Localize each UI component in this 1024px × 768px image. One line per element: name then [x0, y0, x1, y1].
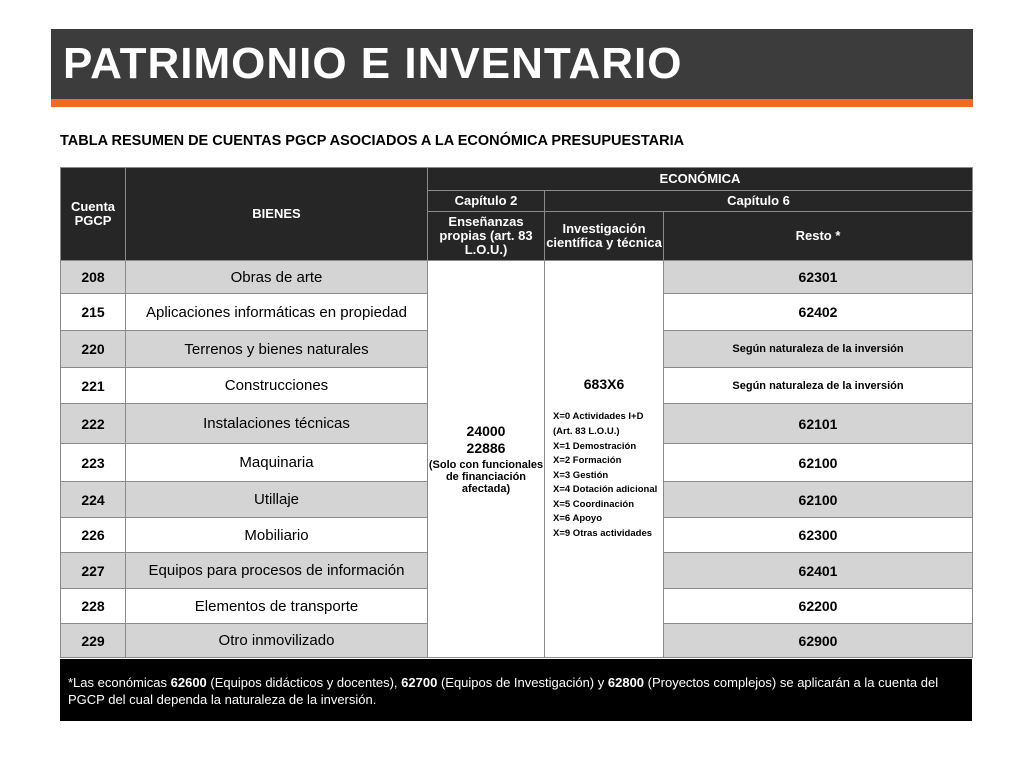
- header-capitulo-6: Capítulo 6: [545, 191, 973, 212]
- investigacion-cell: [545, 261, 664, 658]
- header-resto: Resto *: [664, 212, 973, 261]
- footnote-code: 62600: [170, 675, 207, 690]
- bien-name: Equipos para procesos de información: [126, 553, 428, 589]
- footnote-code: 62800: [607, 675, 645, 690]
- cuenta-code: 223: [61, 444, 126, 482]
- cuenta-code: 227: [61, 553, 126, 589]
- header-cuenta: Cuenta PGCP: [61, 168, 126, 261]
- resto-value: 62402: [664, 294, 973, 331]
- resto-value: 62300: [664, 518, 973, 553]
- bien-name: Terrenos y bienes naturales: [126, 331, 428, 368]
- bien-name: Otro inmovilizado: [126, 624, 428, 658]
- bien-name: Obras de arte: [126, 261, 428, 294]
- header-capitulo-2: Capítulo 2: [428, 191, 545, 212]
- cuenta-code: 208: [61, 261, 126, 294]
- list-item: X=0 Actividades I+D (Art. 83 L.O.U.): [553, 411, 644, 437]
- resto-value: 62301: [664, 261, 973, 294]
- header-economica: ECONÓMICA: [428, 168, 973, 191]
- investigacion-code: 683X6: [583, 376, 625, 393]
- cuenta-code: 215: [61, 294, 126, 331]
- list-item: X=2 Formación: [553, 455, 622, 467]
- investigacion-list: [553, 410, 663, 541]
- resto-value: 62200: [664, 589, 973, 624]
- cuenta-code: 228: [61, 589, 126, 624]
- resto-value: 62100: [664, 444, 973, 482]
- title-bar: [51, 29, 973, 107]
- resto-value: Según naturaleza de la inversión: [664, 331, 973, 368]
- cuenta-code: 220: [61, 331, 126, 368]
- table-footnote: [60, 659, 972, 721]
- header-bienes: BIENES: [126, 168, 428, 261]
- cuenta-code: 224: [61, 482, 126, 518]
- resto-value: 62100: [664, 482, 973, 518]
- bien-name: Aplicaciones informáticas en propiedad: [126, 294, 428, 331]
- resto-value: Según naturaleza de la inversión: [664, 368, 973, 404]
- footnote-text: *Las económicas: [68, 675, 171, 690]
- capitulo-2-cell: [428, 261, 545, 658]
- capitulo-2-code-1: 24000: [466, 423, 506, 439]
- cuenta-code: 222: [61, 404, 126, 444]
- table-row: [61, 261, 973, 294]
- list-item: X=6 Apoyo: [553, 513, 603, 525]
- header-investigacion: Investigación científica y técnica: [545, 212, 664, 261]
- header-ensenanzas: Enseñanzas propias (art. 83 L.O.U.): [428, 212, 545, 261]
- capitulo-2-code-2: 22886: [466, 440, 506, 456]
- summary-table: [60, 167, 973, 658]
- list-item: X=5 Coordinación: [553, 498, 635, 510]
- bien-name: Mobiliario: [126, 518, 428, 553]
- list-item: X=3 Gestión: [553, 469, 609, 481]
- bien-name: Maquinaria: [126, 444, 428, 482]
- resto-value: 62101: [664, 404, 973, 444]
- footnote-text: (Equipos de Investigación) y: [437, 675, 608, 690]
- slide-title: PATRIMONIO E INVENTARIO: [63, 39, 683, 88]
- cuenta-code: 221: [61, 368, 126, 404]
- resto-value: 62401: [664, 553, 973, 589]
- bien-name: Utillaje: [126, 482, 428, 518]
- bien-name: Construcciones: [126, 368, 428, 404]
- list-item: X=1 Demostración: [553, 440, 637, 452]
- table-subtitle: TABLA RESUMEN DE CUENTAS PGCP ASOCIADOS A LA ECONÓMICA PRESUPUESTARIA: [60, 133, 685, 149]
- bien-name: Elementos de transporte: [126, 589, 428, 624]
- list-item: X=4 Dotación adicional: [553, 484, 658, 496]
- cuenta-code: 226: [61, 518, 126, 553]
- capitulo-2-note: (Solo con funcionales de financiación afectada): [428, 459, 544, 495]
- list-item: X=9 Otras actividades: [553, 528, 653, 540]
- resto-value: 62900: [664, 624, 973, 658]
- footnote-code: 62700: [401, 675, 438, 690]
- cuenta-code: 229: [61, 624, 126, 658]
- footnote-text: (Proyectos complejos) se aplicarán a la cuenta del PGCP del cual dependa la naturaleza de la inversión.: [68, 675, 939, 707]
- footnote-text: (Equipos didácticos y docentes),: [206, 675, 402, 690]
- bien-name: Instalaciones técnicas: [126, 404, 428, 444]
